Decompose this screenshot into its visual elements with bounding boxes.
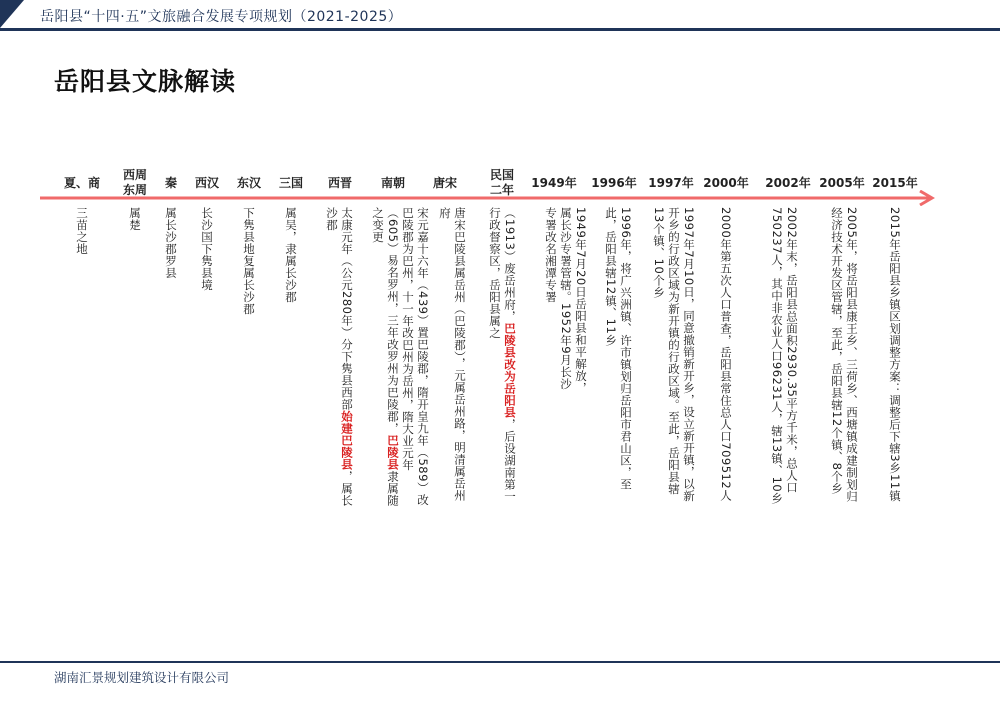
era-label-1997: 1997年 [648,176,694,190]
era-label-xijin: 西晋 [327,176,353,190]
era-label-nanchao: 南朝 [380,176,406,190]
era-label-1996: 1996年 [591,176,637,190]
header-corner-triangle [0,0,24,28]
desc-1997: 1997年7月10日，同意撤销新开乡，设立新开镇，以新开乡的行政区域为新开镇的行政区域。至此，岳阳县辖13个镇、10个乡 [652,207,696,502]
era-label-tangsong: 唐宋 [432,176,458,190]
era-label-xihan: 西汉 [194,176,220,190]
page-title: 岳阳县文脉解读 [54,67,237,96]
footer-divider [0,661,1000,663]
desc-minguo: （1913）废岳州府，巴陵县改为岳阳县，后设湖南第一行政督察区，岳阳县属之 [488,207,517,503]
era-label-sanguo: 三国 [278,176,304,190]
era-label-2005: 2005年 [819,176,865,190]
highlight-baling-county: 巴陵县 [386,434,400,471]
desc-2015: 2015年岳阳县乡镇区划调整方案：调整后下辖3乡11镇 [888,207,902,502]
desc-2005: 2005年，将岳阳县康王乡、三荷乡、西塘镇成建制划归经济技术开发区管辖，至此，岳阳县辖12个镇、8个乡 [830,207,859,503]
desc-xia-shang: 三苗之地 [75,207,89,255]
desc-xijin: 太康元年（公元280年）分下隽县西部始建巴陵县，属长沙郡 [325,207,354,507]
era-label-donghan: 东汉 [236,176,262,190]
desc-zhou: 属楚 [128,207,142,231]
desc-1996: 1996年，将广兴洲镇、许市镇划归岳阳市君山区，至此，岳阳县辖12镇、11乡 [604,207,633,491]
era-label-qin: 秦 [164,176,178,190]
header-title: 岳阳县“十四·五”文旅融合发展专项规划（2021-2025） [40,9,403,25]
desc-sanguo: 属吴，隶属长沙郡 [284,207,298,303]
desc-qin: 属长沙郡罗县 [164,207,178,279]
desc-2000: 2000年第五次人口普查，岳阳县常住总人口709512人 [719,207,733,502]
era-label-2015: 2015年 [872,176,918,190]
desc-tangsong: 唐宋巴陵县属岳州（巴陵郡），元属岳州路，明清属岳州府 [438,207,467,502]
era-label-minguo: 民国 二年 [489,168,515,197]
header-divider [0,28,1000,31]
desc-2002: 2002年末，岳阳县总面积2930.35平方千米，总人口750237人，其中非农业人口96231人，辖13镇、10乡 [770,207,799,505]
timeline-arrow [40,190,940,206]
era-label-2002: 2002年 [765,176,811,190]
era-label-zhou: 西周 东周 [122,168,148,197]
era-label-1949: 1949年 [531,176,577,190]
highlight-renamed-yueyang: 巴陵县改为岳阳县 [503,322,517,419]
era-label-2000: 2000年 [703,176,749,190]
desc-xihan: 长沙国下隽县境 [200,207,214,291]
desc-1949: 1949年7月20日岳阳县和平解放，属长沙专署管辖。1952年9月长沙专署改名湘潭专署 [544,207,588,394]
desc-nanchao: 宋元嘉十六年（439）置巴陵郡，隋开皇九年（589）改巴陵郡为巴州，十一年改巴州为岳州，隋大业元年（605）易名罗州，三年改罗州为巴陵郡，巴陵县隶属随之变更 [371,207,430,507]
footer-company: 湖南汇景规划建筑设计有限公司 [54,670,230,685]
highlight-founding-baling: 始建巴陵县 [340,410,354,471]
era-label-xia-shang: 夏、商 [63,176,101,190]
desc-donghan: 下隽县地复属长沙郡 [242,207,256,315]
